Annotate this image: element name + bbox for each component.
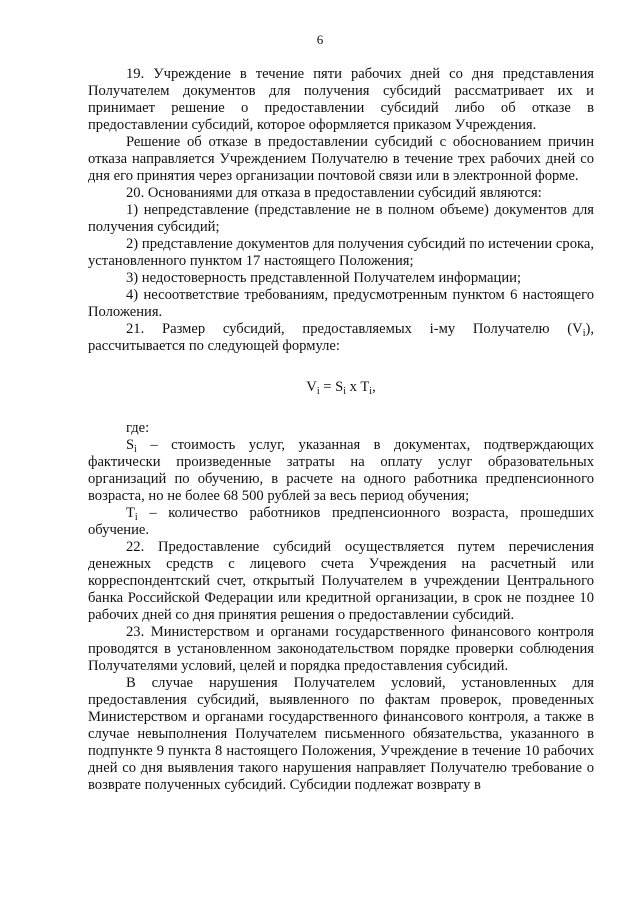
s-definition-text: – стоимость услуг, указанная в документах, подтверждающих фактически произведенные затраты на оплату услуг образовательных организаций по обучению, в расчете на одного работника предпенсионного возраста, но не более 68 500 рублей за весь период обучения; (88, 437, 594, 504)
t-definition (88, 505, 594, 539)
paragraph-19-refusal: Решение об отказе в предоставлении субсидий с обоснованием причин отказа направляется Учреждением Получателю в течение трех рабочих дней со дня его принятия через организации почтовой связи или в электронной форме. (88, 134, 594, 184)
t-definition-text: – количество работников предпенсионного возраста, прошедших обучение. (88, 505, 594, 538)
paragraph-19: 19. Учреждение в течение пяти рабочих дней со дня представления Получателем документов для получения субсидий рассматривает их и принимает решение о предоставлении субсидий либо об отказе в предоставлении субсидий, которое оформляется приказом Учреждения. (88, 66, 594, 133)
page-number: 6 (316, 32, 324, 47)
formula-tail: , (372, 379, 376, 395)
paragraph-23: 23. Министерством и органами государственного финансового контроля проводятся в установленном законодательством порядке проверки соблюдения Получателями условий, целей и порядка предоставления субсидий. (88, 624, 594, 674)
document-body (88, 66, 594, 794)
formula-x-t: x T (346, 379, 370, 395)
where-label: где: (126, 420, 150, 436)
formula-s-subscript: i (343, 386, 347, 397)
s-symbol: S (126, 437, 135, 453)
t-symbol: T (126, 505, 135, 521)
s-symbol-subscript: i (134, 444, 137, 455)
formula (88, 378, 594, 396)
paragraph-20: 20. Основаниями для отказа в предоставлении субсидий являются: (126, 185, 542, 201)
paragraph-23-violation: В случае нарушения Получателем условий, установленных для предоставления субсидий, выявленного по фактам проверок, проведенных Министерством и органами государственного финансового контроля, а также в случае невыполнения Получателем письменного обязательства, указанного в подпункте 9 пункта 8 настоящего Положения, Учреждение в течение 10 рабочих дней со дня выявления такого нарушения направляет Получателю требование о возврате полученных субсидий. Субсидии подлежат возврату в (88, 675, 594, 793)
formula-v-subscript: i (316, 386, 320, 397)
paragraph-21 (88, 321, 594, 355)
t-symbol-subscript: i (134, 512, 138, 523)
paragraph-21-start: 21. Размер субсидий, предоставляемых i-му Получателю (V (126, 321, 583, 337)
formula-eq-s: = S (319, 379, 344, 395)
s-definition (88, 437, 594, 505)
paragraph-21-end: ), рассчитывается по следующей формуле: (88, 321, 594, 354)
formula-t-subscript: i (369, 386, 373, 397)
formula-v: V (306, 379, 317, 395)
paragraph-21-subscript: i (582, 328, 586, 339)
paragraph-20-item-1: 1) непредставление (представление не в полном объеме) документов для получения субсидий; (88, 202, 594, 235)
paragraph-22: 22. Предоставление субсидий осуществляется путем перечисления денежных средств с лицевого счета Учреждения на расчетный или корреспондентский счет, открытый Получателем в учреждении Центрального банка Российской Федерации или кредитной организации, в срок не позднее 10 рабочих дней со дня принятия решения о предоставлении субсидий. (88, 539, 594, 623)
paragraph-20-item-3: 3) недостоверность представленной Получателем информации; (126, 270, 522, 286)
paragraph-20-item-2: 2) представление документов для получения субсидий по истечении срока, установленного пунктом 17 настоящего Положения; (88, 236, 594, 269)
paragraph-20-item-4: 4) несоответствие требованиям, предусмотренным пунктом 6 настоящего Положения. (88, 287, 594, 320)
